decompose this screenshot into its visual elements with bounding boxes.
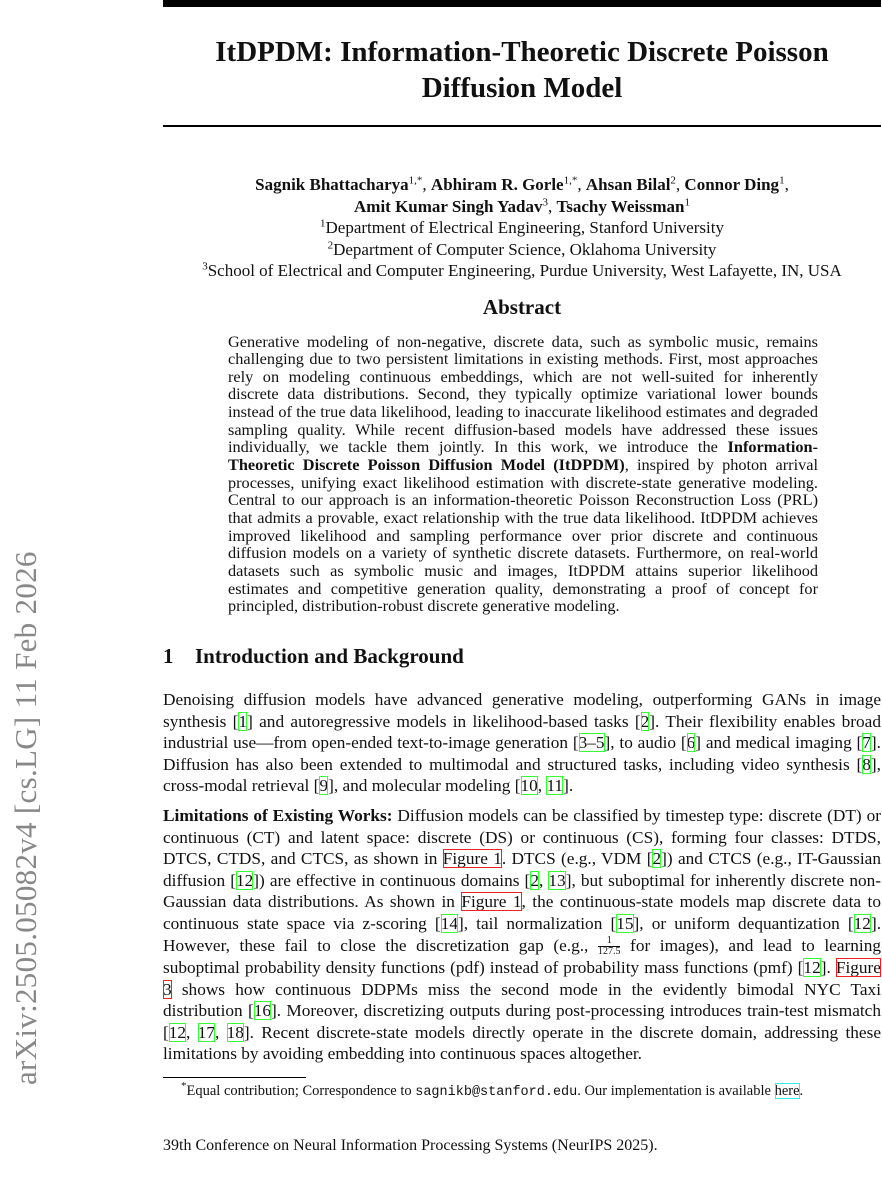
introduction-body [163, 689, 881, 1065]
title-rule [163, 125, 881, 127]
citation-link[interactable]: 7 [862, 733, 871, 753]
implementation-link[interactable]: here [774, 1083, 800, 1100]
body-text: . DTCS (e.g., VDM [ [501, 849, 653, 869]
author-separator: , [577, 175, 586, 194]
body-text: ]. Recent discrete-state models directly operate in the discrete domain, addressing these limitations by avoiding embedding into continuous spaces altogether. [163, 1022, 881, 1064]
footnote-rule [163, 1077, 306, 1078]
body-text: ]. Moreover, discretizing outputs during post-processing introduces train-test mismatch [ [163, 1001, 881, 1042]
page-column [163, 0, 881, 1164]
citation-link[interactable]: 18 [226, 1022, 244, 1042]
citation-link[interactable]: 14 [440, 913, 458, 933]
body-text: ] and autoregressive models in likelihood-based tasks [ [247, 711, 641, 731]
paragraph [163, 689, 881, 797]
citation-link[interactable]: 12 [853, 913, 871, 933]
conference-footer: 39th Conference on Neural Information Processing Systems (NeurIPS 2025). [163, 1137, 658, 1155]
body-text: , [214, 1022, 227, 1042]
body-text: shows how continuous DDPMs miss the second mode in the evidently bimodal NYC Taxi distribution [ [163, 979, 881, 1021]
citation-link[interactable]: 9 [319, 776, 329, 796]
affiliation [163, 217, 881, 239]
body-text: , the continuous-state models map discrete data to continuous state space via z-scoring [ [163, 892, 881, 933]
citation-link[interactable]: 3–5 [578, 733, 605, 753]
body-text: ]. Diffusion has also been extended to multimodal and structured tasks, including video synthesis [ [163, 733, 881, 774]
citation-link[interactable]: 8 [862, 754, 871, 774]
author-affiliation-mark: 3 [542, 195, 548, 208]
affiliation-text: School of Electrical and Computer Engineering, Purdue University, West Lafayette, IN, USA [207, 261, 842, 280]
author-separator: , [547, 196, 557, 216]
affiliation-mark: 3 [202, 260, 208, 273]
section-number: 1 [163, 644, 174, 668]
citation-link[interactable]: 11 [546, 776, 564, 796]
body-text: , [538, 870, 549, 890]
footnote-text: . Our implementation is available [577, 1083, 775, 1100]
citation-link[interactable]: 1 [238, 711, 248, 731]
footnote-mark: * [181, 1080, 187, 1093]
author-separator: , [784, 175, 789, 194]
bold-text: Information-Theoretic Discrete Poisson Diffusion Model (ItDPDM) [228, 437, 818, 475]
affiliation [163, 239, 881, 261]
body-text: , [537, 776, 547, 796]
author-affiliation-mark: 1 [684, 195, 690, 208]
denominator: 127.5 [597, 946, 621, 958]
email-address[interactable]: sagnikb@stanford.edu [415, 1085, 578, 1101]
body-text: ]) are effective in continuous domains [ [253, 870, 531, 890]
author-list [163, 174, 881, 217]
body-text: ], tail normalization [ [457, 913, 617, 933]
citation-link[interactable]: 12 [235, 870, 254, 890]
author-name: Connor Ding [684, 175, 780, 194]
citation-link[interactable]: 15 [616, 913, 634, 933]
citation-link[interactable]: 6 [686, 733, 696, 753]
citation-link[interactable]: 12 [803, 958, 821, 978]
citation-link[interactable]: 10 [520, 776, 538, 796]
body-text: , inspired by photon arrival processes, unifying exact likelihood estimation with discrete-state generative modeling. Central to our approach is an information-theoretic Poisson Reconstruction Loss (PRL) that admits a provable, exact relationship with the true data likelihood. ItDPDM achieves improved likelihood and sampling performance over prior discrete and continuous diffusion models on a variety of synthetic discrete datasets. Furthermore, on real-world datasets such as symbolic music and images, ItDPDM attains superior likelihood estimates and competitive generation quality, demonstrating a proof of concept for principled, distribution-robust discrete generative modeling. [228, 455, 818, 616]
author-affiliation-mark: 1,* [563, 174, 578, 187]
body-text: ]. Their flexibility enables broad industrial use—from open-ended text-to-image generation [ [163, 711, 881, 753]
body-text: for images), and lead to learning suboptimal probability density functions (pdf) instead of probability mass functions (pmf) [ [163, 935, 881, 978]
citation-link[interactable]: 17 [197, 1022, 215, 1042]
body-text: ], to audio [ [604, 733, 687, 753]
top-rule [163, 0, 881, 7]
citation-link[interactable]: 13 [548, 870, 566, 890]
affiliation-text: Department of Computer Science, Oklahoma University [333, 239, 717, 259]
bold-text: Limitations of Existing Works: [163, 805, 393, 825]
fraction [598, 936, 621, 957]
paragraph [163, 805, 881, 1065]
citation-link[interactable]: 12 [168, 1022, 187, 1042]
footnote-text: Equal contribution; Correspondence to [186, 1083, 416, 1100]
numerator: 1 [606, 935, 612, 947]
body-text: ], and molecular modeling [ [328, 776, 521, 796]
citation-link[interactable]: 2 [530, 870, 539, 890]
citation-link[interactable]: 2 [640, 711, 650, 731]
body-text: ] and medical imaging [ [695, 733, 863, 753]
abstract-body [228, 333, 818, 616]
body-text: ]. However, these fail to close the discretization gap (e.g., [163, 913, 882, 955]
body-text: ], but suboptimal for inherently discrete non-Gaussian data distributions. As shown in [163, 870, 882, 912]
author-affiliation-mark: 2 [670, 174, 676, 187]
author-name: Tsachy Weissman [556, 196, 685, 216]
affiliation [163, 260, 881, 282]
body-text: ]) and CTCS (e.g., IT-Gaussian diffusion [ [163, 849, 881, 890]
footnote-text: . [799, 1083, 804, 1100]
author-separator: , [422, 175, 431, 194]
body-text: , [186, 1022, 198, 1042]
figure-link[interactable]: Figure 3 [163, 958, 881, 999]
author-name: Amit Kumar Singh Yadav [354, 196, 543, 216]
figure-link[interactable]: Figure 1 [442, 849, 502, 869]
figure-link[interactable]: Figure 1 [461, 892, 522, 912]
body-text: Generative modeling of non-negative, discrete data, such as symbolic music, remains challenging due to two persistent limitations in existing methods. First, most approaches rely on modeling continuous embeddings, which are not well-suited for inherently discrete data distributions. Second, they typically optimize variational lower bounds instead of the true data likelihood, leading to inaccurate likelihood estimates and degraded sampling quality. While recent diffusion-based models have addressed these issues individually, we tackle them jointly. In this work, we introduce the [228, 331, 818, 457]
affiliation-mark: 2 [327, 238, 334, 251]
author-name: Ahsan Bilal [585, 175, 671, 194]
body-text: ], cross-modal retrieval [ [163, 754, 881, 796]
affiliation-list [163, 217, 881, 282]
citation-link[interactable]: 2 [652, 849, 662, 869]
footnote [163, 1082, 881, 1102]
body-text: ]. [820, 958, 836, 978]
body-text: Denoising diffusion models have advanced generative modeling, outperforming GANs in image synthesis [ [163, 690, 881, 731]
body-text: ], or uniform dequantization [ [633, 913, 854, 933]
author-affiliation-mark: 1 [779, 174, 785, 187]
arxiv-identifier: arXiv:2505.05082v4 [cs.LG] 11 Feb 2026 [8, 551, 43, 1085]
author-name: Sagnik Bhattacharya [255, 175, 409, 194]
section-title: Introduction and Background [195, 644, 464, 668]
abstract-heading: Abstract [482, 294, 562, 319]
section-heading [163, 643, 881, 669]
author-affiliation-mark: 1,* [408, 174, 423, 187]
author-block [163, 174, 881, 282]
paper-title: ItDPDM: Information-Theoretic Discrete Poisson Diffusion Model [215, 36, 829, 104]
author-name: Abhiram R. Gorle [430, 175, 564, 194]
body-text: ]. [563, 776, 574, 796]
affiliation-mark: 1 [320, 217, 326, 230]
author-separator: , [675, 175, 685, 194]
affiliation-text: Department of Electrical Engineering, Stanford University [325, 218, 724, 237]
citation-link[interactable]: 16 [253, 1001, 272, 1021]
body-text: Diffusion models can be classified by timestep type: discrete (DT) or continuous (CT) and latent space: discrete (DS) or continuous (CS), forming four classes: DTDS, DTCS, CTDS, and CTCS, as shown in [163, 805, 881, 869]
